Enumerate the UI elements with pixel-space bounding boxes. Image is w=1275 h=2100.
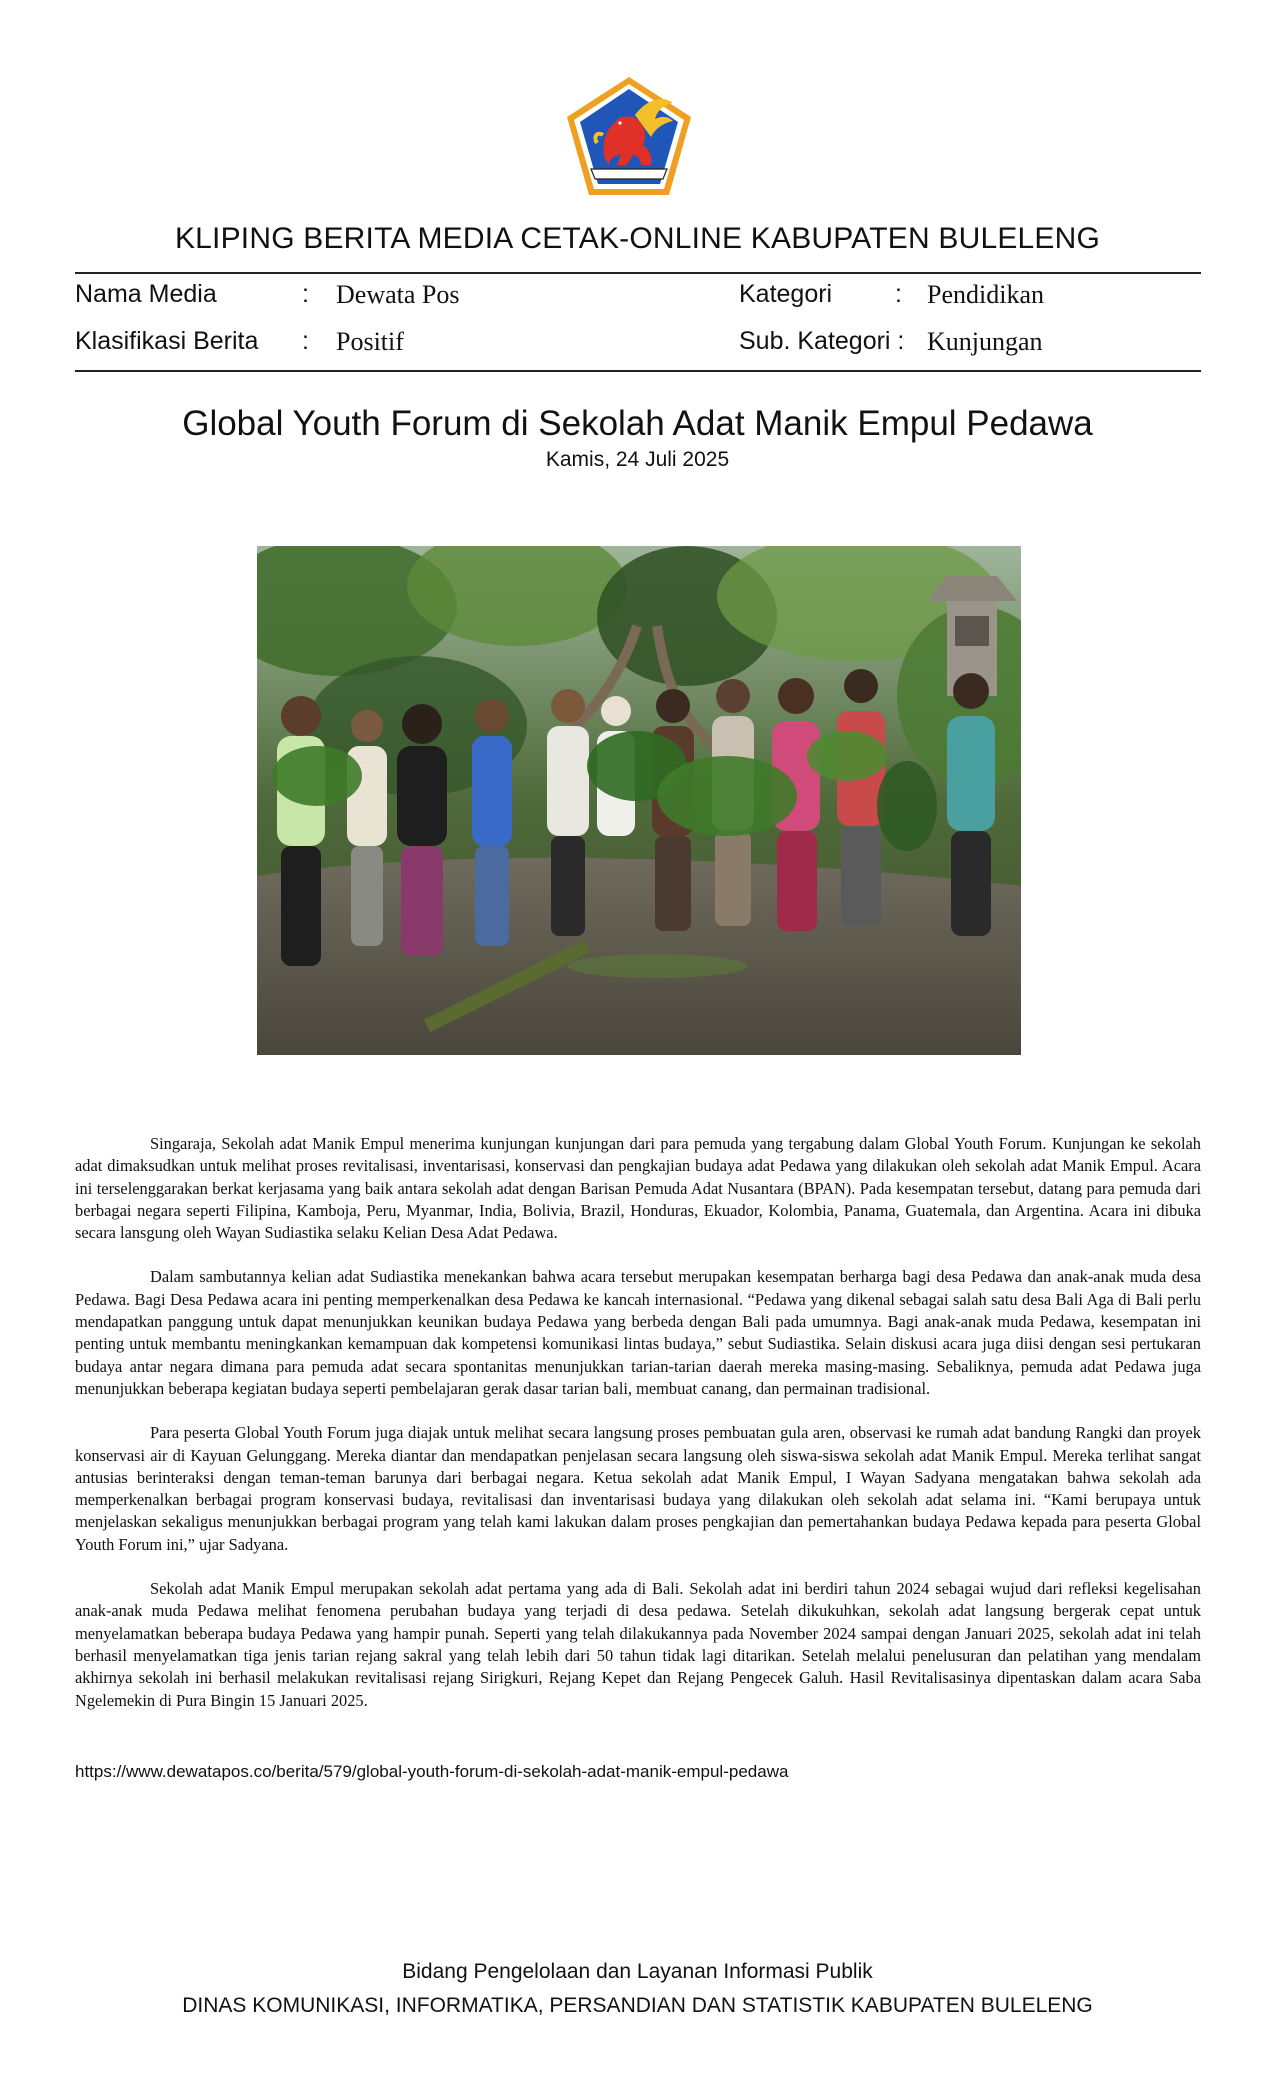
article-body	[75, 1133, 1201, 1734]
header-divider-top	[75, 272, 1201, 274]
document-header-title: KLIPING BERITA MEDIA CETAK-ONLINE KABUPATEN BULELENG	[174, 222, 1101, 255]
category-colon: :	[895, 280, 902, 308]
category-label: Kategori	[739, 280, 833, 308]
source-url: https://www.dewatapos.co/berita/579/global-youth-forum-di-sekolah-adat-manik-empul-pedawa	[75, 1762, 789, 1781]
news-classification-label: Klasifikasi Berita	[75, 327, 259, 355]
article-photo	[257, 546, 1021, 1055]
article-paragraph: Dalam sambutannya kelian adat Sudiastika menekankan bahwa acara tersebut merupakan kesempatan berharga bagi desa Pedawa dan anak-anak muda desa Pedawa. Bagi Desa Pedawa acara ini penting memperkenalkan desa Pedawa ke kancah internasional. “Pedawa yang dikenal sebagai salah satu desa Bali Aga di Bali perlu mendapatkan panggung untuk dapat menunjukkan keunikan budaya Pedawa yang berbeda dengan Bali pada umumnya. Bagi anak-anak muda Pedawa, kesempatan ini penting untuk membantu meningkankan kemampuan dak kompetensi komunikasi lintas budaya,” sebut Sudiastika. Selain diskusi acara juga diisi dengan sesi pertukaran budaya antar negara dimana para pemuda adat secara spontanitas menunjukkan tarian-tarian daerah mereka masing-masing. Sebaliknya, pemuda adat Pedawa juga menunjukkan beberapa kegiatan budaya seperti pembelajaran gerak dasar tarian bali, membuat canang, dan permainan tradisional.	[75, 1267, 1201, 1398]
buleleng-crest-logo	[563, 75, 695, 199]
news-classification-colon: :	[302, 327, 309, 355]
article-date: Kamis, 24 Juli 2025	[545, 448, 730, 471]
media-name-label: Nama Media	[75, 280, 217, 308]
article-paragraph: Sekolah adat Manik Empul merupakan sekolah adat pertama yang ada di Bali. Sekolah adat ini berdiri tahun 2024 sebagai wujud dari refleksi kegelisahan anak-anak muda Pedawa melihat fenomena perubahan budaya yang terjadi di desa pedawa. Setelah dikukuhkan, sekolah adat langsung bergerak cepat untuk menyelamatkan beberapa budaya Pedawa yang hampir punah. Seperti yang telah dilakukannya pada November 2024 sampai dengan Januari 2025, sekolah adat ini telah berhasil menyelamatkan tiga jenis tarian rejang sakral yang telah lebih dari 50 tahun tidak lagi ditarikan. Setelah melalui penelusuran dan pelatihan yang mendalam akhirnya sekolah ini berhasil melakukan revitalisasi rejang Sirigkuri, Rejang Kepet dan Rejang Pengecek Galuh. Hasil Revitalisasinya dipentaskan dalam acara Saba Ngelemekin di Pura Bingin 15 Januari 2025.	[75, 1579, 1201, 1710]
media-name-colon: :	[302, 280, 309, 308]
category-value: Pendidikan	[927, 280, 1044, 309]
subcategory-value: Kunjungan	[927, 327, 1043, 356]
footer-agency: DINAS KOMUNIKASI, INFORMATIKA, PERSANDIAN DAN STATISTIK KABUPATEN BULELENG	[182, 1994, 1093, 2017]
crest-emblem-icon	[563, 75, 695, 199]
article-paragraph: Singaraja, Sekolah adat Manik Empul menerima kunjungan kunjungan dari para pemuda yang tergabung dalam Global Youth Forum. Kunjungan ke sekolah adat dimaksudkan untuk melihat proses revitalisasi, inventarisasi, konservasi dan pengkajian budaya adat Pedawa yang dilakukan oleh sekolah adat Manik Empul. Acara ini terselenggarakan berkat kerjasama yang baik antara sekolah adat dengan Barisan Pemuda Adat Nusantara (BPAN). Pada kesempatan tersebut, datang para pemuda dari berbagai negara seperti Filipina, Kamboja, Peru, Myanmar, India, Bolivia, Brazil, Honduras, Ekuador, Kolombia, Panama, Guatemala, dan Argentina. Acara ini dibuka secara lansgung oleh Wayan Sudiastika selaku Kelian Desa Adat Pedawa.	[75, 1134, 1201, 1243]
group-photo-illustration	[257, 546, 1021, 1055]
footer-division: Bidang Pengelolaan dan Layanan Informasi Publik	[402, 1960, 873, 1983]
article-title: Global Youth Forum di Sekolah Adat Manik Empul Pedawa	[182, 404, 1093, 443]
media-name-value: Dewata Pos	[336, 280, 460, 309]
article-paragraph: Para peserta Global Youth Forum juga diajak untuk melihat secara langsung proses pembuatan gula aren, observasi ke rumah adat bandung Rangki dan proyek konservasi air di Kayuan Gelunggang. Mereka diantar dan mendapatkan penjelasan secara langsung oleh siswa-siswa sekolah adat Manik Empul. Mereka terlihat sangat antusias berinteraksi dengan teman-teman barunya dari berbagai negara. Ketua sekolah adat Manik Empul, I Wayan Sadyana mengatakan bahwa sekolah ada memperkenalkan berbagai program konservasi budaya, revitalisasi dan inventarisasi budaya yang dilakukan oleh sekolah adat selama ini. “Kami berupaya untuk menjelaskan sekaligus menunjukkan berbagai program yang telah kami lakukan dalam proses pengkajian dan pemertahankan budaya Pedawa kepada para peserta Global Youth Forum ini,” ujar Sadyana.	[75, 1423, 1201, 1554]
header-divider-bottom	[75, 370, 1201, 372]
subcategory-label: Sub. Kategori :	[739, 327, 905, 355]
news-classification-value: Positif	[336, 327, 404, 356]
